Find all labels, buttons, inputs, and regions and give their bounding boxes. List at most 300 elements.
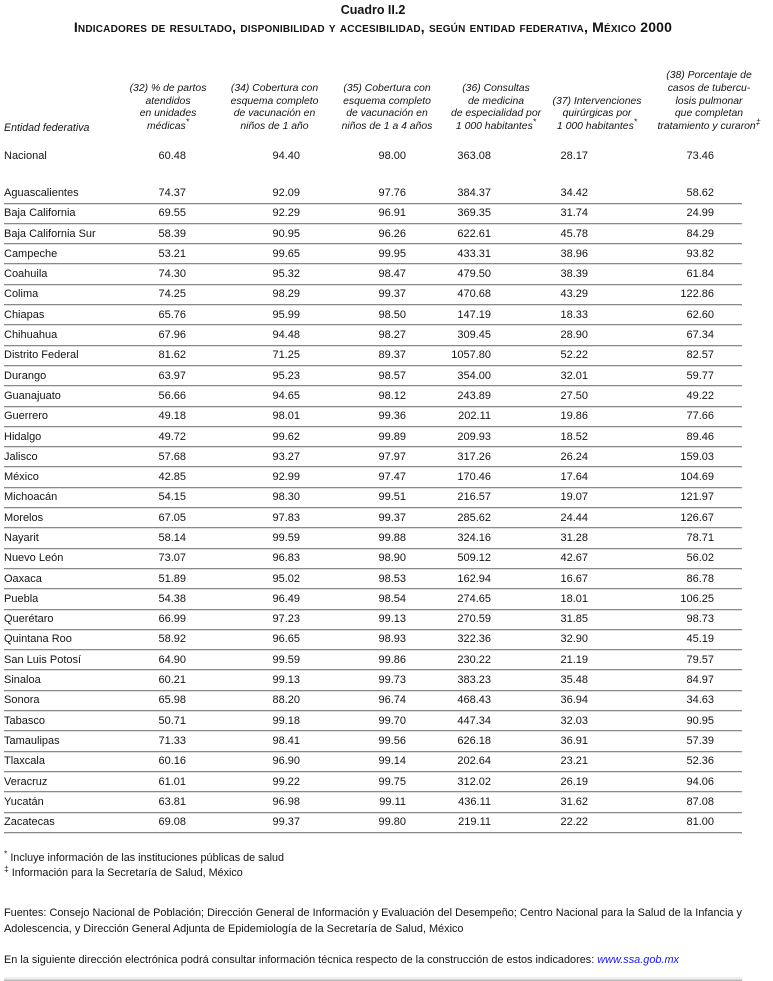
cell-value: 1057.80 bbox=[451, 349, 491, 362]
cell-value: 162.94 bbox=[457, 572, 491, 585]
cell-value: 324.16 bbox=[457, 531, 491, 544]
cell-value: 63.81 bbox=[158, 795, 186, 808]
table-row bbox=[4, 568, 742, 588]
cell-value: 34.63 bbox=[686, 694, 714, 707]
table-row bbox=[4, 669, 742, 689]
cell-value: 49.22 bbox=[686, 389, 714, 402]
cell-value: 98.01 bbox=[272, 410, 300, 423]
cell-value: 96.74 bbox=[378, 694, 406, 707]
table-row bbox=[4, 548, 742, 568]
cell-value: 436.11 bbox=[458, 795, 491, 808]
cell-value: 78.71 bbox=[686, 531, 714, 544]
cell-value: 97.23 bbox=[272, 613, 300, 626]
table-row bbox=[4, 487, 742, 507]
table-row bbox=[4, 466, 742, 486]
footnote-marker: * bbox=[4, 848, 8, 859]
row-label: Zacatecas bbox=[4, 816, 55, 829]
cell-value: 433.31 bbox=[457, 247, 491, 260]
cell-value: 74.37 bbox=[158, 186, 186, 199]
cell-value: 94.06 bbox=[686, 775, 714, 788]
cell-value: 45.78 bbox=[560, 227, 588, 240]
cell-value: 479.50 bbox=[457, 268, 491, 281]
cell-value: 447.34 bbox=[457, 714, 491, 727]
cell-value: 99.37 bbox=[378, 288, 406, 301]
cell-value: 49.18 bbox=[158, 410, 186, 423]
cell-value: 38.39 bbox=[560, 268, 588, 281]
cell-value: 626.18 bbox=[457, 734, 491, 747]
cell-value: 81.62 bbox=[158, 349, 186, 362]
column-header-line: (32) % de partos bbox=[129, 82, 207, 94]
cell-value: 88.20 bbox=[272, 694, 300, 707]
cell-value: 99.70 bbox=[378, 714, 406, 727]
cell-value: 98.00 bbox=[378, 149, 406, 162]
table-row bbox=[4, 324, 742, 344]
cell-value: 67.96 bbox=[158, 329, 186, 342]
row-label: Sinaloa bbox=[4, 674, 41, 687]
page-title: Cuadro II.2 bbox=[340, 3, 406, 17]
table-row bbox=[4, 304, 742, 324]
cell-value: 99.37 bbox=[272, 816, 300, 829]
cell-value: 99.62 bbox=[272, 430, 300, 443]
column-header-line: en unidades bbox=[139, 108, 197, 120]
cell-value: 202.64 bbox=[457, 755, 491, 768]
cell-value: 17.64 bbox=[560, 471, 588, 484]
link-line-text: En la siguiente dirección electrónica podrá consultar información técnica respecto de la construcción de estos indicadores: bbox=[4, 953, 598, 966]
cell-value: 99.86 bbox=[378, 653, 406, 666]
cell-value: 202.11 bbox=[458, 410, 491, 423]
row-label: Baja California bbox=[4, 207, 76, 220]
cell-value: 65.98 bbox=[158, 694, 186, 707]
cell-value: 95.23 bbox=[272, 369, 300, 382]
footnote-marker: * bbox=[185, 116, 189, 127]
cell-value: 309.45 bbox=[457, 329, 491, 342]
cell-value: 322.36 bbox=[457, 633, 491, 646]
cell-value: 243.89 bbox=[457, 389, 491, 402]
cell-value: 92.09 bbox=[272, 186, 300, 199]
table-row bbox=[4, 771, 742, 791]
table-row bbox=[4, 183, 742, 202]
cell-value: 99.75 bbox=[378, 775, 406, 788]
row-label: Hidalgo bbox=[4, 430, 42, 443]
cell-value: 84.29 bbox=[686, 227, 714, 240]
cell-value: 31.62 bbox=[560, 795, 588, 808]
cell-value: 19.07 bbox=[560, 491, 588, 504]
cell-value: 61.84 bbox=[686, 268, 714, 281]
cell-value: 56.02 bbox=[686, 552, 714, 565]
cell-value: 230.22 bbox=[457, 653, 491, 666]
footnote-marker: ‡ bbox=[4, 863, 9, 874]
cell-value: 509.12 bbox=[457, 552, 491, 565]
cell-value: 622.61 bbox=[457, 227, 491, 240]
cell-value: 71.25 bbox=[272, 349, 300, 362]
cell-value: 89.46 bbox=[686, 430, 714, 443]
cell-value: 86.78 bbox=[686, 572, 714, 585]
cell-value: 54.38 bbox=[158, 592, 186, 605]
cell-value: 19.86 bbox=[560, 410, 588, 423]
cell-value: 57.68 bbox=[158, 450, 186, 463]
row-label: Colima bbox=[4, 288, 39, 301]
column-header-line: de medicina bbox=[467, 95, 525, 107]
row-label: Tabasco bbox=[4, 714, 45, 727]
column-header-line: que completan bbox=[674, 108, 744, 120]
cell-value: 96.98 bbox=[272, 795, 300, 808]
footnotes bbox=[4, 848, 742, 881]
cell-value: 77.66 bbox=[686, 410, 714, 423]
cell-value: 98.30 bbox=[272, 491, 300, 504]
cell-value: 96.26 bbox=[378, 227, 406, 240]
row-label: Quintana Roo bbox=[4, 633, 72, 646]
table-row bbox=[4, 730, 742, 750]
cell-value: 159.03 bbox=[680, 450, 714, 463]
table-header-row bbox=[4, 52, 761, 136]
cell-value: 96.65 bbox=[272, 633, 300, 646]
cell-value: 99.56 bbox=[378, 734, 406, 747]
cell-value: 65.76 bbox=[158, 308, 186, 321]
column-header-line: losis pulmonar bbox=[675, 95, 743, 107]
row-label: Jalisco bbox=[4, 450, 38, 463]
table-row bbox=[4, 507, 742, 527]
row-label: Oaxaca bbox=[4, 572, 42, 585]
cell-value: 285.62 bbox=[457, 511, 491, 524]
column-header-line: niños de 1 a 4 años bbox=[341, 121, 433, 133]
cell-value: 58.14 bbox=[158, 531, 186, 544]
cell-value: 89.37 bbox=[378, 349, 406, 362]
table-row bbox=[4, 243, 742, 263]
column-header-line: casos de tubercu- bbox=[667, 82, 751, 94]
cell-value: 21.19 bbox=[560, 653, 588, 666]
table-row bbox=[4, 263, 742, 283]
cell-value: 470.68 bbox=[457, 288, 491, 301]
cell-value: 69.08 bbox=[158, 816, 186, 829]
cell-value: 99.88 bbox=[378, 531, 406, 544]
cell-value: 126.67 bbox=[680, 511, 714, 524]
cell-value: 96.90 bbox=[272, 755, 300, 768]
column-header-line: de vacunación en bbox=[233, 108, 316, 120]
footnote-text: Incluye información de las instituciones públicas de salud bbox=[10, 851, 284, 864]
cell-value: 99.18 bbox=[272, 714, 300, 727]
cell-value: 384.37 bbox=[457, 186, 491, 199]
cell-value: 98.53 bbox=[378, 572, 406, 585]
cell-value: 99.11 bbox=[379, 795, 406, 808]
row-label: Chiapas bbox=[4, 308, 45, 321]
cell-value: 42.67 bbox=[560, 552, 588, 565]
cell-value: 69.55 bbox=[158, 207, 186, 220]
cell-value: 73.07 bbox=[158, 552, 186, 565]
table-row bbox=[4, 426, 742, 446]
cell-value: 98.47 bbox=[378, 268, 406, 281]
table-row bbox=[4, 791, 742, 811]
cell-value: 98.73 bbox=[686, 613, 714, 626]
row-label: Chihuahua bbox=[4, 329, 58, 342]
cell-value: 468.43 bbox=[457, 694, 491, 707]
cell-value: 43.29 bbox=[560, 288, 588, 301]
column-header-line: (34) Cobertura con bbox=[230, 82, 319, 94]
cell-value: 58.62 bbox=[686, 186, 714, 199]
cell-value: 383.23 bbox=[457, 674, 491, 687]
table-row bbox=[4, 629, 742, 649]
cell-value: 99.51 bbox=[378, 491, 406, 504]
table-row bbox=[4, 284, 742, 304]
column-header-line: atendidos bbox=[145, 95, 191, 107]
cell-value: 147.19 bbox=[457, 308, 491, 321]
cell-value: 32.90 bbox=[560, 633, 588, 646]
cell-value: 99.13 bbox=[378, 613, 406, 626]
cell-value: 121.97 bbox=[680, 491, 714, 504]
cell-value: 95.32 bbox=[272, 268, 300, 281]
row-label: Guanajuato bbox=[4, 389, 61, 402]
cell-value: 31.85 bbox=[560, 613, 588, 626]
footnote bbox=[4, 848, 742, 866]
row-label: Nayarit bbox=[4, 531, 39, 544]
table-row bbox=[4, 385, 742, 405]
cell-value: 97.83 bbox=[272, 511, 300, 524]
footnote-marker: ‡ bbox=[755, 116, 761, 127]
cell-value: 94.65 bbox=[272, 389, 300, 402]
table-row bbox=[4, 690, 742, 710]
cell-value: 60.16 bbox=[158, 755, 186, 768]
cell-value: 219.11 bbox=[458, 816, 491, 829]
cell-value: 28.90 bbox=[560, 329, 588, 342]
row-label: Coahuila bbox=[4, 268, 48, 281]
cell-value: 87.08 bbox=[686, 795, 714, 808]
cell-value: 170.46 bbox=[457, 471, 491, 484]
cell-value: 97.47 bbox=[378, 471, 406, 484]
cell-value: 31.74 bbox=[560, 207, 588, 220]
cell-value: 26.24 bbox=[560, 450, 588, 463]
cell-value: 92.99 bbox=[272, 471, 300, 484]
cell-value: 363.08 bbox=[457, 149, 491, 162]
cell-value: 99.59 bbox=[272, 531, 300, 544]
row-label: Baja California Sur bbox=[4, 227, 96, 240]
cell-value: 95.99 bbox=[272, 308, 300, 321]
table-row bbox=[4, 751, 742, 771]
cell-value: 74.30 bbox=[158, 268, 186, 281]
cell-value: 274.65 bbox=[457, 592, 491, 605]
footnote-marker: * bbox=[633, 116, 638, 127]
column-header-4 bbox=[443, 83, 549, 136]
cell-value: 26.19 bbox=[560, 775, 588, 788]
cell-value: 62.60 bbox=[686, 308, 714, 321]
table-row bbox=[4, 203, 742, 223]
cell-value: 104.69 bbox=[680, 471, 714, 484]
cell-value: 18.52 bbox=[560, 430, 588, 443]
row-label: Puebla bbox=[4, 592, 39, 605]
cell-value: 98.93 bbox=[378, 633, 406, 646]
cell-value: 92.29 bbox=[272, 207, 300, 220]
row-label: Sonora bbox=[4, 694, 40, 707]
row-label: Aguascalientes bbox=[4, 186, 79, 199]
column-header-1 bbox=[118, 83, 218, 136]
column-header-line: niños de 1 año bbox=[240, 121, 309, 133]
cell-value: 61.01 bbox=[158, 775, 186, 788]
cell-value: 98.12 bbox=[378, 389, 406, 402]
cell-value: 64.90 bbox=[158, 653, 186, 666]
table-row bbox=[4, 446, 742, 466]
cell-value: 56.66 bbox=[158, 389, 186, 402]
row-label: San Luis Potosí bbox=[4, 653, 82, 666]
cell-value: 24.44 bbox=[560, 511, 588, 524]
cell-value: 58.92 bbox=[158, 633, 186, 646]
sources-text: Fuentes: Consejo Nacional de Población; Dirección General de Información y Evaluación del Desempeño; Centro Nacional para la Salud de la Infancia y Adolescencia, y Dirección General Adjunta de Epidemiología de la Secretaría de Salud, México bbox=[4, 906, 742, 935]
cell-value: 99.73 bbox=[378, 674, 406, 687]
row-label: Querétaro bbox=[4, 613, 54, 626]
cell-value: 45.19 bbox=[686, 633, 714, 646]
cell-value: 71.33 bbox=[158, 734, 186, 747]
table-row bbox=[4, 527, 742, 547]
cell-value: 98.29 bbox=[272, 288, 300, 301]
row-label: Yucatán bbox=[4, 795, 44, 808]
cell-value: 18.01 bbox=[560, 592, 588, 605]
row-label: Morelos bbox=[4, 511, 44, 524]
cell-value: 32.01 bbox=[560, 369, 588, 382]
row-label: Guerrero bbox=[4, 410, 49, 423]
cell-value: 97.97 bbox=[378, 450, 406, 463]
cell-value: 35.48 bbox=[560, 674, 588, 687]
cell-value: 98.41 bbox=[272, 734, 300, 747]
cell-value: 209.93 bbox=[457, 430, 491, 443]
cell-value: 36.91 bbox=[560, 734, 588, 747]
cell-value: 60.21 bbox=[158, 674, 186, 687]
link-line bbox=[4, 953, 742, 968]
cell-value: 66.99 bbox=[158, 613, 186, 626]
column-header-line: 1 000 habitantes* bbox=[556, 116, 638, 133]
cell-value: 270.59 bbox=[457, 613, 491, 626]
table-row bbox=[4, 812, 742, 832]
row-header-label: Entidad federativa bbox=[4, 122, 90, 134]
cell-value: 52.36 bbox=[686, 755, 714, 768]
column-header-line: (36) Consultas bbox=[462, 82, 530, 94]
table-row bbox=[4, 406, 742, 426]
column-header-5 bbox=[549, 96, 645, 136]
page-bottom-rule bbox=[4, 977, 742, 981]
cell-value: 58.39 bbox=[158, 227, 186, 240]
cell-value: 94.40 bbox=[272, 149, 300, 162]
cell-value: 54.15 bbox=[158, 491, 186, 504]
cell-value: 22.22 bbox=[560, 816, 588, 829]
column-header-line: tratamiento y curaron‡ bbox=[657, 116, 761, 133]
row-label: México bbox=[4, 471, 39, 484]
column-header-3 bbox=[331, 83, 443, 136]
cell-value: 98.90 bbox=[378, 552, 406, 565]
cell-value: 98.27 bbox=[378, 329, 406, 342]
cell-value: 73.46 bbox=[686, 149, 714, 162]
cell-value: 99.65 bbox=[272, 247, 300, 260]
website-link[interactable]: www.ssa.gob.mx bbox=[597, 953, 679, 966]
cell-value: 99.13 bbox=[272, 674, 300, 687]
cell-value: 67.05 bbox=[158, 511, 186, 524]
row-label: Campeche bbox=[4, 247, 58, 260]
column-header-line: esquema completo bbox=[343, 95, 431, 107]
cell-value: 98.50 bbox=[378, 308, 406, 321]
cell-value: 60.48 bbox=[158, 149, 186, 162]
footnote-marker: * bbox=[532, 116, 537, 127]
cell-value: 216.57 bbox=[457, 491, 491, 504]
column-header-line: (38) Porcentaje de bbox=[666, 70, 752, 82]
cell-value: 59.77 bbox=[686, 369, 714, 382]
cell-value: 50.71 bbox=[158, 714, 186, 727]
column-header-line: (35) Cobertura con bbox=[343, 82, 431, 94]
table-bottom-rule bbox=[4, 832, 742, 835]
cell-value: 95.02 bbox=[272, 572, 300, 585]
row-label: Nacional bbox=[4, 149, 47, 162]
cell-value: 317.26 bbox=[457, 450, 491, 463]
cell-value: 94.48 bbox=[272, 329, 300, 342]
cell-value: 52.22 bbox=[560, 349, 588, 362]
cell-value: 74.25 bbox=[158, 288, 186, 301]
cell-value: 51.89 bbox=[158, 572, 186, 585]
cell-value: 93.82 bbox=[686, 247, 714, 260]
cell-value: 16.67 bbox=[560, 572, 588, 585]
cell-value: 18.33 bbox=[560, 308, 588, 321]
cell-value: 81.00 bbox=[686, 816, 714, 829]
table-body bbox=[4, 146, 742, 832]
cell-value: 57.39 bbox=[686, 734, 714, 747]
cell-value: 96.83 bbox=[272, 552, 300, 565]
cell-value: 312.02 bbox=[457, 775, 491, 788]
cell-value: 122.86 bbox=[680, 288, 714, 301]
table-row bbox=[4, 588, 742, 608]
footnote-text: Información para la Secretaría de Salud, México bbox=[11, 866, 243, 879]
cell-value: 99.14 bbox=[378, 755, 406, 768]
cell-value: 99.22 bbox=[272, 775, 300, 788]
cell-value: 28.17 bbox=[560, 149, 588, 162]
cell-value: 96.91 bbox=[378, 207, 406, 220]
cell-value: 42.85 bbox=[158, 471, 186, 484]
column-header-line: 1 000 habitantes* bbox=[455, 116, 537, 133]
cell-value: 93.27 bbox=[272, 450, 300, 463]
cell-value: 98.54 bbox=[378, 592, 406, 605]
column-header-2 bbox=[218, 83, 331, 136]
cell-value: 99.37 bbox=[378, 511, 406, 524]
cell-value: 96.49 bbox=[272, 592, 300, 605]
page-subtitle: Indicadores de resultado, disponibilidad y accesibilidad, según entidad federativa, México 2000 bbox=[73, 19, 673, 35]
row-label: Distrito Federal bbox=[4, 349, 79, 362]
cell-value: 82.57 bbox=[686, 349, 714, 362]
row-label: Veracruz bbox=[4, 775, 48, 788]
row-label: Tamaulipas bbox=[4, 734, 60, 747]
column-header-line: quirúrgicas por bbox=[562, 108, 632, 120]
column-header-line: de especialidad por bbox=[450, 108, 542, 120]
row-label: Michoacán bbox=[4, 491, 58, 504]
cell-value: 23.21 bbox=[560, 755, 588, 768]
cell-value: 27.50 bbox=[560, 389, 588, 402]
column-header-line: (37) Intervenciones bbox=[552, 95, 642, 107]
row-label: Nuevo León bbox=[4, 552, 64, 565]
column-header-6 bbox=[645, 70, 773, 136]
cell-value: 99.59 bbox=[272, 653, 300, 666]
column-header-line: de vacunación en bbox=[346, 108, 428, 120]
cell-value: 24.99 bbox=[686, 207, 714, 220]
table-row bbox=[4, 146, 742, 165]
cell-value: 36.94 bbox=[560, 694, 588, 707]
cell-value: 84.97 bbox=[686, 674, 714, 687]
cell-value: 99.36 bbox=[378, 410, 406, 423]
cell-value: 99.80 bbox=[378, 816, 406, 829]
footnote bbox=[4, 863, 742, 881]
cell-value: 79.57 bbox=[686, 653, 714, 666]
table-row bbox=[4, 609, 742, 629]
table-row bbox=[4, 223, 742, 243]
column-header-line: esquema completo bbox=[230, 95, 319, 107]
table-row bbox=[4, 710, 742, 730]
row-label: Tlaxcala bbox=[4, 755, 45, 768]
cell-value: 354.00 bbox=[457, 369, 491, 382]
table-row bbox=[4, 649, 742, 669]
cell-value: 53.21 bbox=[158, 247, 186, 260]
cell-value: 31.28 bbox=[560, 531, 588, 544]
cell-value: 38.96 bbox=[560, 247, 588, 260]
cell-value: 98.57 bbox=[378, 369, 406, 382]
